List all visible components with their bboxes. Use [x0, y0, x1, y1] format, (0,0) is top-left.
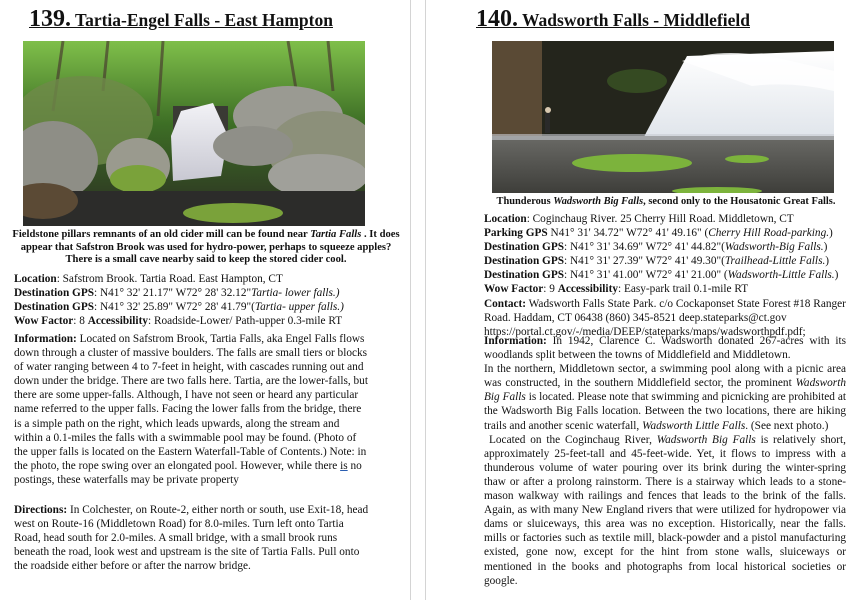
information-text: is located. Please note that swimming and picnicking are prohibited at the Wadsworth Big Falls location. Between the two locations, there are hiking trails and another scenic waterfall,: [484, 391, 846, 432]
gps-label: Destination GPS: [14, 301, 95, 314]
spellcheck-underlined-word[interactable]: is: [340, 459, 348, 472]
caption-text: Thunderous: [496, 196, 554, 207]
gps-value: : N41° 31' 34.69" W72° 41' 44.82"(: [564, 241, 725, 254]
accessibility-label: Accessibility: [557, 283, 618, 296]
parking-gps-note: Cherry Hill Road-parking.: [708, 227, 830, 240]
parking-gps-label: Parking GPS: [484, 227, 548, 240]
information-p2: [484, 362, 846, 432]
location-label: Location: [14, 273, 57, 285]
document-page-139: [0, 0, 411, 600]
accessibility-value: : Roadside-Lower/ Path-upper 0.3-mile RT: [147, 315, 343, 328]
photo-caption: [486, 196, 846, 209]
paren: ): [823, 241, 828, 254]
page-title: [476, 6, 750, 33]
gps-line-little-falls: [484, 268, 846, 282]
italic-place-name: Wadsworth Big Falls: [484, 377, 846, 404]
information-text: In 1942, Clarence C. Wadsworth donated 267-acres with its woodlands split between the towns of Middlefield and Middletown.: [484, 335, 846, 362]
information-paragraph: [14, 332, 370, 487]
wow-label: Wow Factor: [14, 315, 74, 328]
location-value: : Coginchaug River. 25 Cherry Hill Road. Middletown, CT: [526, 213, 794, 225]
gps-label: Destination GPS: [484, 255, 565, 268]
gps-note: Tartia- lower falls.): [251, 287, 340, 300]
paren: ): [829, 227, 833, 240]
parking-gps-line: [484, 226, 846, 240]
waterfall-photo-tartia: [23, 41, 365, 226]
contact-label: Contact:: [484, 297, 527, 310]
contact-value: Wadsworth Falls State Park. c/o Cockaponset State Forest #18 Ranger Road. Haddam, CT 06438 (860) 345-8521 deep.stateparks@ct.gov https://portal.ct.gov/-/media/DEEP/stateparks/maps/wadsworthpdf.pdf;: [484, 297, 846, 338]
information-text: . (See next photo.): [745, 419, 829, 432]
gps-line-trailhead: [484, 254, 846, 268]
italic-place-name: Wadsworth Little Falls: [642, 419, 746, 432]
information-text: In the northern, Middletown sector, a swimming pool along with a picnic area was constructed, in the southern Middlefield sector, the prominent: [484, 363, 846, 390]
location-line: [484, 212, 846, 226]
information-text-end: no postings, these waterfalls may be private property: [14, 459, 362, 486]
directions-paragraph: [14, 503, 370, 573]
wow-accessibility-line: [484, 282, 846, 296]
details-block: [14, 272, 404, 328]
gps-note: Wadsworth-Little Falls.: [727, 269, 835, 282]
contact-line: [484, 297, 846, 339]
caption-italic: Wadsworth Big Falls: [553, 196, 644, 207]
italic-place-name: Wadsworth Big Falls: [656, 433, 756, 446]
caption-text-end: , second only to the Housatonic Great Falls.: [643, 196, 836, 207]
paren: ): [834, 269, 839, 282]
directions-text: In Colchester, on Route-2, either north or south, use Exit-18, head west on Route-16 (Middletown Road) for 8.0-miles. Turn left onto Tartia Road, head south for 2.0-miles. A small bridge, with a small brook runs beneath the road, look west and upstream is the site of Tartia Falls. Pull onto the roadside either before or after the narrow bridge.: [14, 504, 369, 573]
entry-title: Wadsworth Falls - Middlefield: [522, 10, 750, 30]
wadsworth-falls-image: [492, 41, 834, 193]
location-label: Location: [484, 213, 527, 225]
wow-value: : 9: [543, 283, 558, 296]
document-page-140: [425, 0, 847, 600]
location-line: [14, 272, 404, 286]
information-p3: [484, 433, 846, 588]
information-label: Information:: [14, 333, 77, 345]
information-text: Located on the Coginchaug River,: [489, 433, 657, 446]
caption-text: Fieldstone pillars remnants of an old cider mill can be found near: [12, 229, 311, 240]
parking-gps-value: N41° 31' 34.72" W72° 41' 49.16" (: [547, 227, 709, 240]
tartia-falls-image: [23, 41, 365, 226]
details-block: [484, 212, 846, 339]
accessibility-label: Accessibility: [87, 315, 148, 328]
gps-note: Tartia- upper falls.): [254, 301, 344, 314]
directions-label: Directions:: [14, 504, 68, 516]
information-label: Information:: [484, 335, 547, 347]
entry-number: 139.: [29, 6, 71, 32]
gps-value: : N41° 31' 27.39" W72° 41' 49.30"(: [564, 255, 725, 268]
gps-label: Destination GPS: [14, 287, 95, 300]
gps-label: Destination GPS: [484, 241, 565, 254]
gps-line-big-falls: [484, 240, 846, 254]
gps-value: : N41° 32' 25.89" W72° 28' 41.79"(: [94, 301, 255, 314]
gps-label: Destination GPS: [484, 269, 565, 282]
gps-note: Wadsworth-Big Falls.: [724, 241, 824, 254]
gps-line-upper: [14, 300, 404, 314]
location-value: : Safstrom Brook. Tartia Road. East Hampton, CT: [56, 273, 283, 285]
accessibility-value: : Easy-park trail 0.1-mile RT: [617, 283, 749, 296]
information-text: Located on Safstrom Brook, Tartia Falls, aka Engel Falls flows down through a cluster of massive boulders. The falls are small tiers or blocks of water ranging between 4 to 7-feet in height, with cascades running out and down under the bridge. There are two falls here. Tartia, are the lower-falls, but there are some upper-falls. Although, I have not seen or heard any particular name referred to the upper falls. Facing the lower falls from the bridge, there is a simple path on the right, which leads upwards, along the stream and within a 0.1-miles the falls with a swimmable pool may be found. (Photo of the upper falls is located on the Eastern Waterfall-Table of Contents.) Note: in the photo, the rope swing over an elongated pool. However, while there: [14, 333, 368, 472]
caption-italic: Tartia Falls: [310, 229, 362, 240]
entry-title: Tartia-Engel Falls - East Hampton: [75, 10, 333, 30]
caption-text-end: . It does appear that Safstron Brook was used for hydro-power, perhaps to squeeze apples? There is a small cave nearby said to keep the stored cider cool.: [20, 229, 400, 266]
wow-value: : 8: [73, 315, 88, 328]
information-p1: [484, 334, 846, 362]
gps-value: : N41° 31' 41.00" W72° 41' 21.00" (: [564, 269, 728, 282]
paren: ): [825, 255, 830, 268]
wow-accessibility-line: [14, 314, 404, 328]
information-paragraph: [484, 334, 846, 588]
gps-value: : N41° 32' 21.17" W72° 28' 32.12": [94, 287, 252, 300]
entry-number: 140.: [476, 6, 518, 32]
gps-line-lower: [14, 286, 404, 300]
waterfall-photo-wadsworth: [492, 41, 834, 193]
photo-caption: [12, 229, 400, 267]
wow-label: Wow Factor: [484, 283, 544, 296]
gps-note: Trailhead-Little Falls.: [724, 255, 826, 268]
information-text: is relatively short, approximately 25-feet-tall and 45-feet-wide. Yet, it flows to impress with a thunderous volume of water pouring over its brink during the winter-spring thaw or after a prolong rainstorm. There is a stairway which leads to a stone-mason walkway with railings and fences that leads to the brink of the falls. Again, as with many New England rivers that were utilized for hydropower via dams or sluiceways, this area was no exception. Historically, near the falls. mills or factories such as textile mill, black-powder and a pistol manufacturing existed, gone now, except for the hint from stone walls, sluiceways or mentioned in the books and photographs from local historical societies or google.: [484, 433, 846, 587]
page-title: [29, 6, 333, 33]
